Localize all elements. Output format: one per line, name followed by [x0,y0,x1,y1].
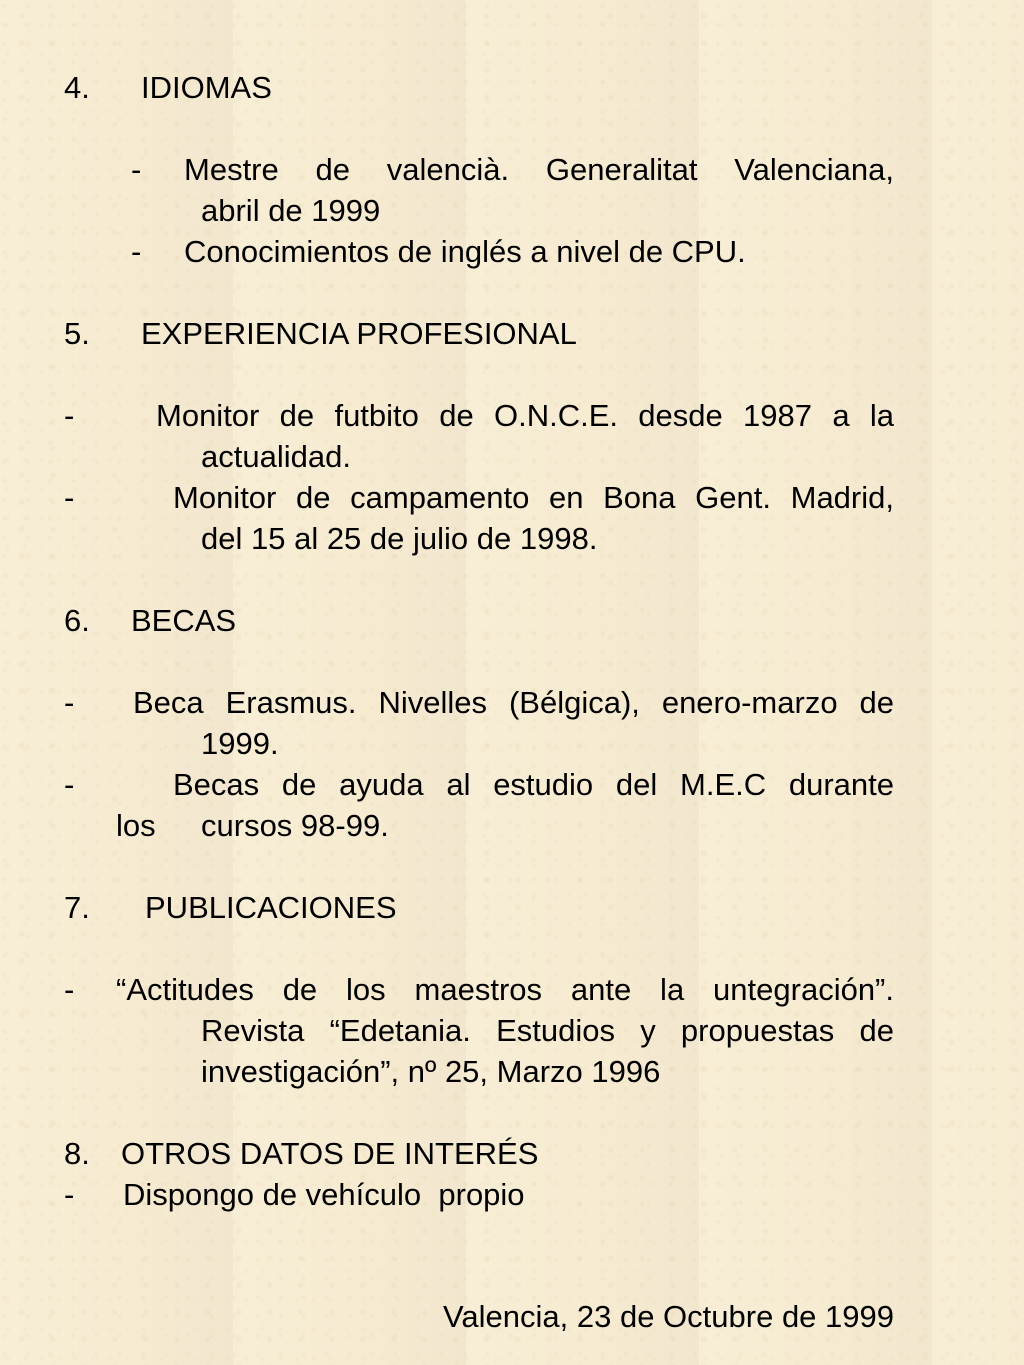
section-number-becas: 6. [64,603,90,638]
list-item-text: Monitor de campamento en Bona Gent. Madrid, [173,480,894,515]
list-item-text-continued: los [116,808,156,843]
bullet-dash: - [64,398,75,433]
list-item-text: “Actitudes de los maestros ante la untegración”. [116,972,894,1007]
place-date: Valencia, 23 de Octubre de 1999 [443,1299,894,1334]
list-item-text-continued: cursos 98-99. [201,808,389,843]
bullet-dash: - [64,685,75,720]
bullet-dash: - [131,152,142,187]
section-title-experiencia: EXPERIENCIA PROFESIONAL [141,316,577,351]
list-item-text-continued: 1999. [201,726,279,761]
list-item-text-continued: Revista “Edetania. Estudios y propuestas de [201,1013,894,1048]
list-item-text: Beca Erasmus. Nivelles (Bélgica), enero-marzo de [133,685,894,720]
bullet-dash: - [64,1177,75,1212]
bullet-dash: - [64,972,75,1007]
section-number-idiomas: 4. [64,70,90,105]
list-item-text-continued: investigación”, nº 25, Marzo 1996 [201,1054,661,1089]
section-title-becas: BECAS [131,603,237,638]
section-number-otros: 8. [64,1136,90,1171]
section-number-publicaciones: 7. [64,890,90,925]
bullet-dash: - [64,767,75,802]
list-item-text: Becas de ayuda al estudio del M.E.C durante [173,767,894,802]
list-item-text-continued: del 15 al 25 de julio de 1998. [201,521,598,556]
section-title-publicaciones: PUBLICACIONES [145,890,397,925]
section-number-experiencia: 5. [64,316,90,351]
list-item-text-continued: abril de 1999 [201,193,381,228]
list-item-text: Mestre de valencià. Generalitat Valenciana, [184,152,894,187]
list-item-text-continued: actualidad. [201,439,351,474]
list-item-text: Dispongo de vehículo propio [123,1177,525,1212]
section-title-otros: OTROS DATOS DE INTERÉS [121,1136,539,1171]
list-item-text: Monitor de futbito de O.N.C.E. desde 1987 a la [156,398,894,433]
section-title-idiomas: IDIOMAS [141,70,272,105]
bullet-dash: - [131,234,142,269]
bullet-dash: - [64,480,75,515]
list-item-text: Conocimientos de inglés a nivel de CPU. [184,234,746,269]
